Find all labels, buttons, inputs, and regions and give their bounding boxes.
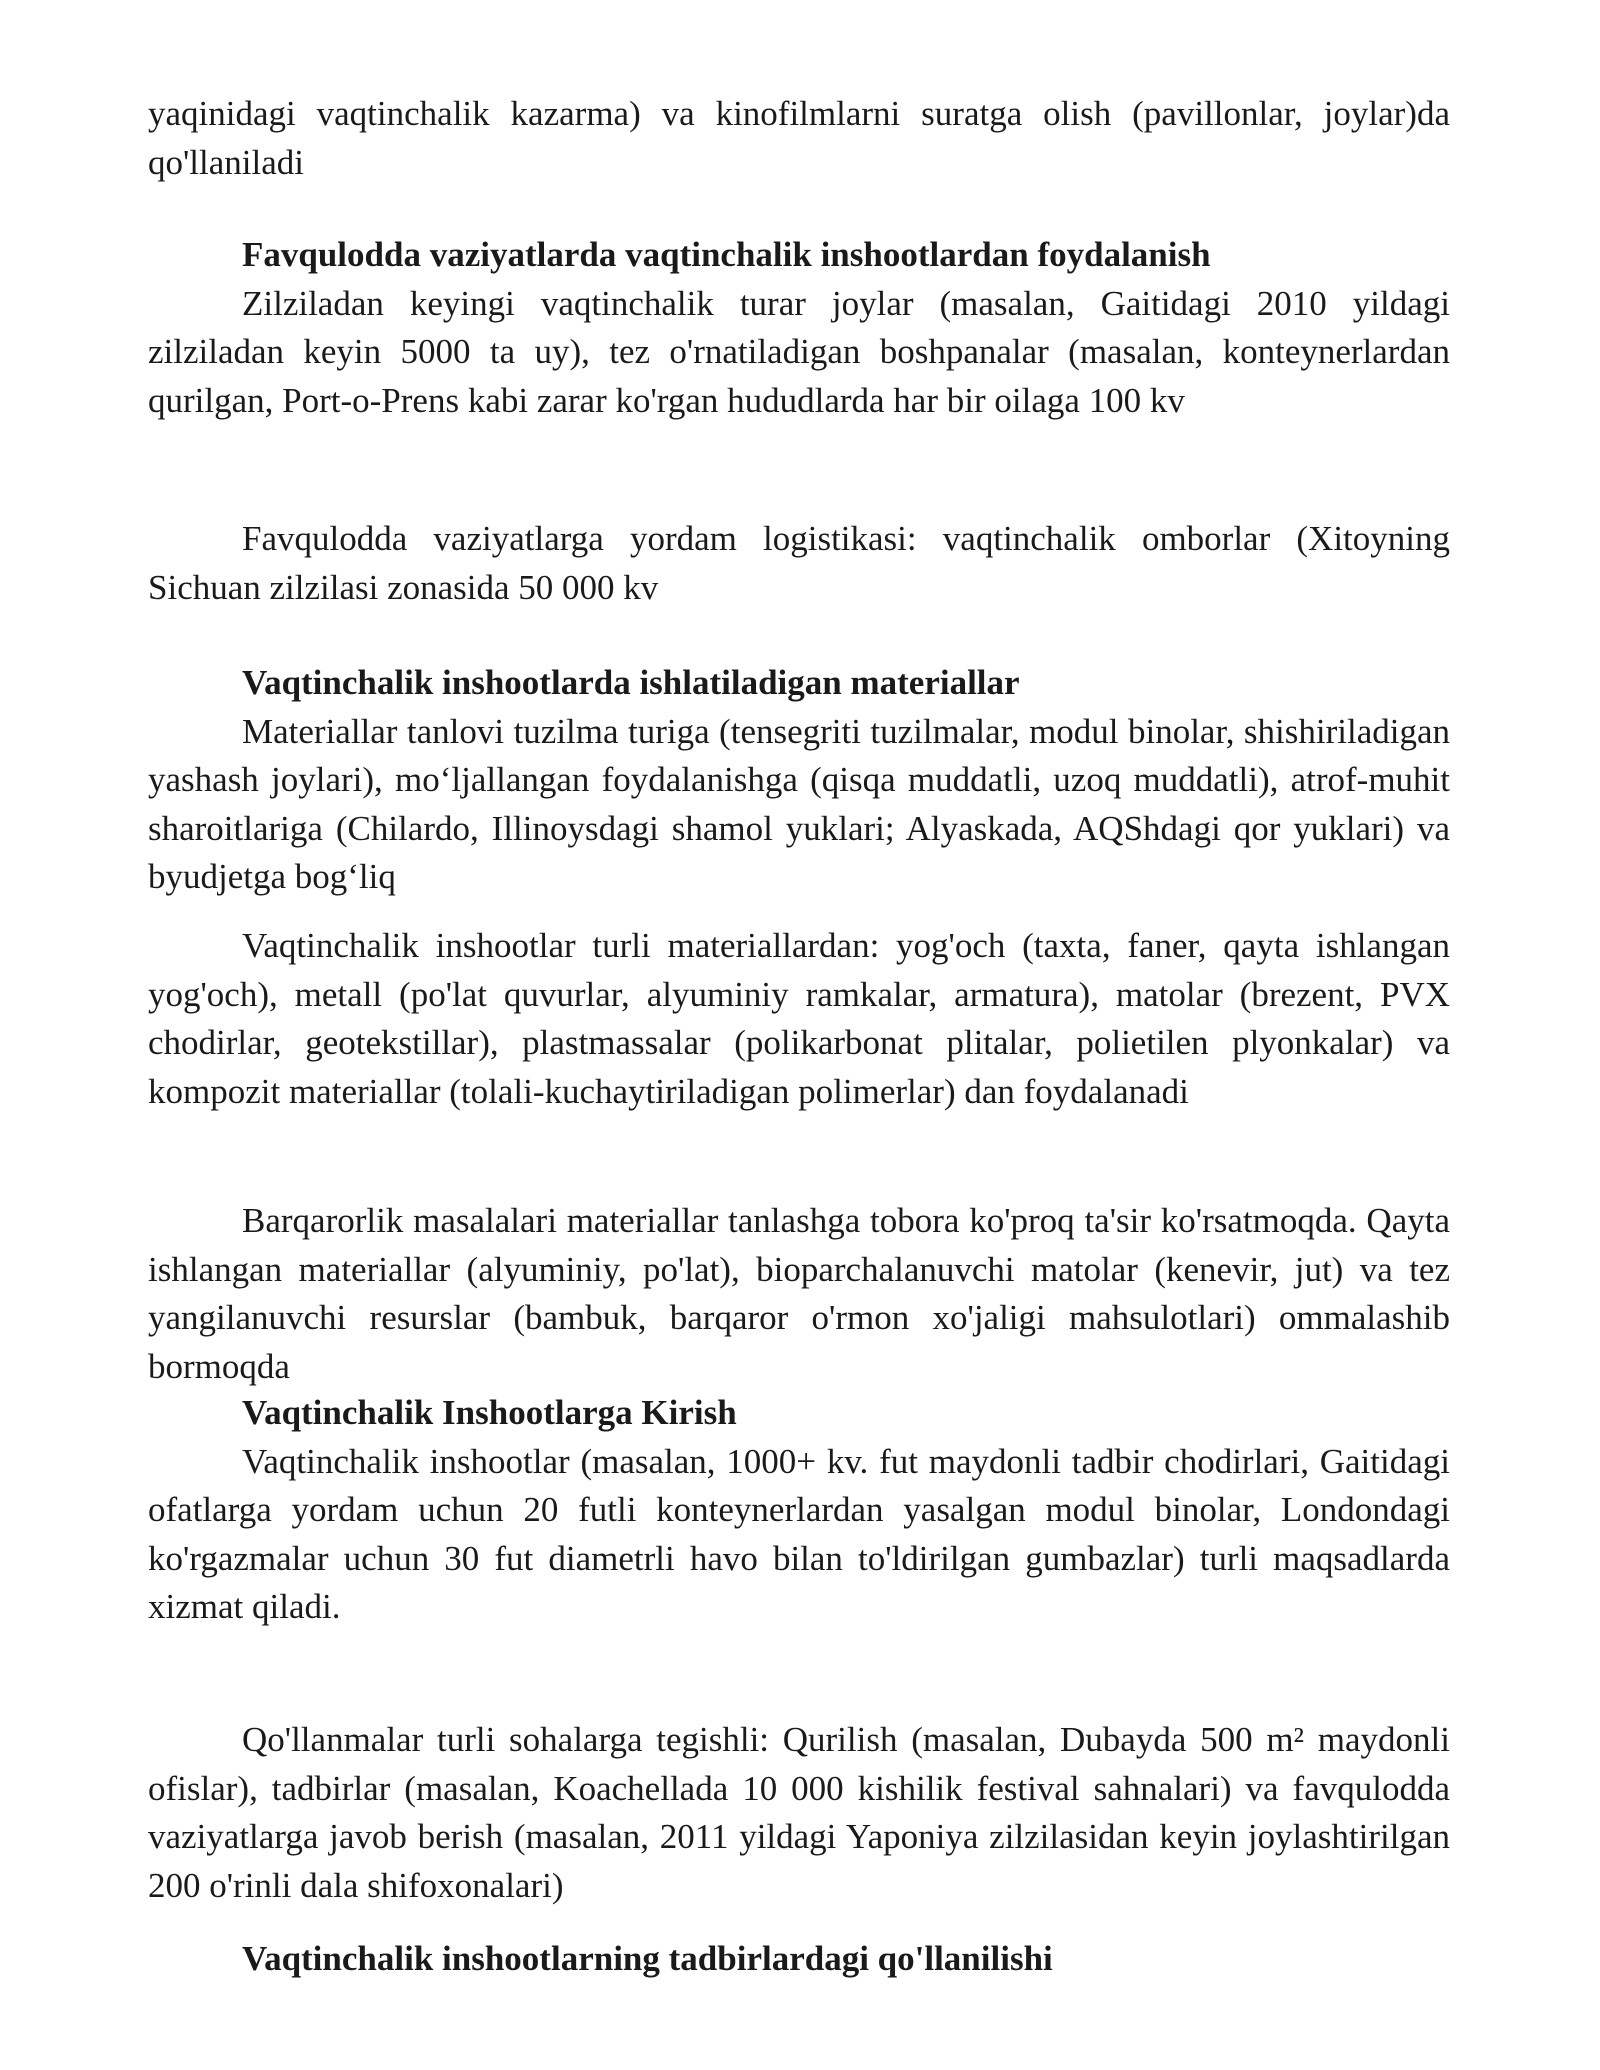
section-heading: Vaqtinchalik inshootlarda ishlatiladigan materiallar — [242, 663, 1020, 702]
section-materials — [148, 659, 1450, 902]
paragraph-continuation — [148, 90, 1450, 187]
section-heading: Vaqtinchalik inshootlarning tadbirlardagi qo'llanilishi — [242, 1939, 1053, 1978]
paragraph-text: Qo'llanmalar turli sohalarga tegishli: Qurilish (masalan, Dubayda 500 m² maydonli ofislar), tadbirlar (masalan, Koachellada 10 000 kishilik festival sahnalari) va favqulodda vaziyatlarga javob berish (masalan, 2011 yildagi Yaponiya zilzilasidan keyin joylashtirilgan 200 o'rinli dala shifoxonalari) — [148, 1720, 1450, 1905]
paragraph-text: Vaqtinchalik inshootlar (masalan, 1000+ kv. fut maydonli tadbir chodirlari, Gaitidagi ofatlarga yordam uchun 20 futli konteynerlardan yasalgan modul binolar, Londondagi ko'rgazmalar uchun 30 fut diametrli havo bilan to'ldirilgan gumbazlar) turli maqsadlarda xizmat qiladi. — [148, 1441, 1450, 1626]
section-heading: Favqulodda vaziyatlarda vaqtinchalik inshootlardan foydalanish — [242, 235, 1211, 274]
section-heading: Vaqtinchalik Inshootlarga Kirish — [242, 1393, 737, 1432]
paragraph-text: Materiallar tanlovi tuzilma turiga (tensegriti tuzilmalar, modul binolar, shishiriladigan yashash joylari), mo‘ljallangan foydalanishga (qisqa muddatli, uzoq muddatli), atrof-muhit sharoitlariga (Chilardo, Illinoysdagi shamol yuklari; Alyaskada, AQShdagi qor yuklari) va byudjetga bog‘liq — [148, 711, 1450, 896]
paragraph-text: yaqinidagi vaqtinchalik kazarma) va kinofilmlarni suratga olish (pavillonlar, joylar)da qo'llaniladi — [148, 94, 1450, 182]
paragraph-text: Favqulodda vaziyatlarga yordam logistikasi: vaqtinchalik omborlar (Xitoyning Sichuan zilzilasi zonasida 50 000 kv — [148, 519, 1450, 607]
section-introduction — [148, 1389, 1450, 1632]
paragraph-applications — [148, 1716, 1450, 1910]
paragraph-text: Vaqtinchalik inshootlar turli materiallardan: yog'och (taxta, faner, qayta ishlangan yog'och), metall (po'lat quvurlar, alyuminiy ramkalar, armatura), matolar (brezent, PVX chodirlar, geotekstillar), plastmassalar (polikarbonat plitalar, polietilen plyonkalar) va kompozit materiallar (tolali-kuchaytiriladigan polimerlar) dan foydalanadi — [148, 926, 1450, 1111]
section-events — [148, 1935, 1450, 1984]
paragraph-text: Barqarorlik masalalari materiallar tanlashga tobora ko'proq ta'sir ko'rsatmoqda. Qayta ishlangan materiallar (alyuminiy, po'lat), bioparchalanuvchi matolar (kenevir, jut) va tez yangilanuvchi resurslar (bambuk, barqaror o'rmon xo'jaligi mahsulotlari) ommalashib bormoqda — [148, 1201, 1450, 1386]
paragraph-sustainability — [148, 1197, 1450, 1391]
paragraph-logistics — [148, 515, 1450, 612]
section-emergency — [148, 231, 1450, 425]
paragraph-text: Zilziladan keyingi vaqtinchalik turar joylar (masalan, Gaitidagi 2010 yildagi zilziladan keyin 5000 ta uy), tez o'rnatiladigan boshpanalar (masalan, konteynerlardan qurilgan, Port-o-Prens kabi zarar ko'rgan hududlarda har bir oilaga 100 kv — [148, 283, 1450, 420]
paragraph-material-types — [148, 922, 1450, 1116]
